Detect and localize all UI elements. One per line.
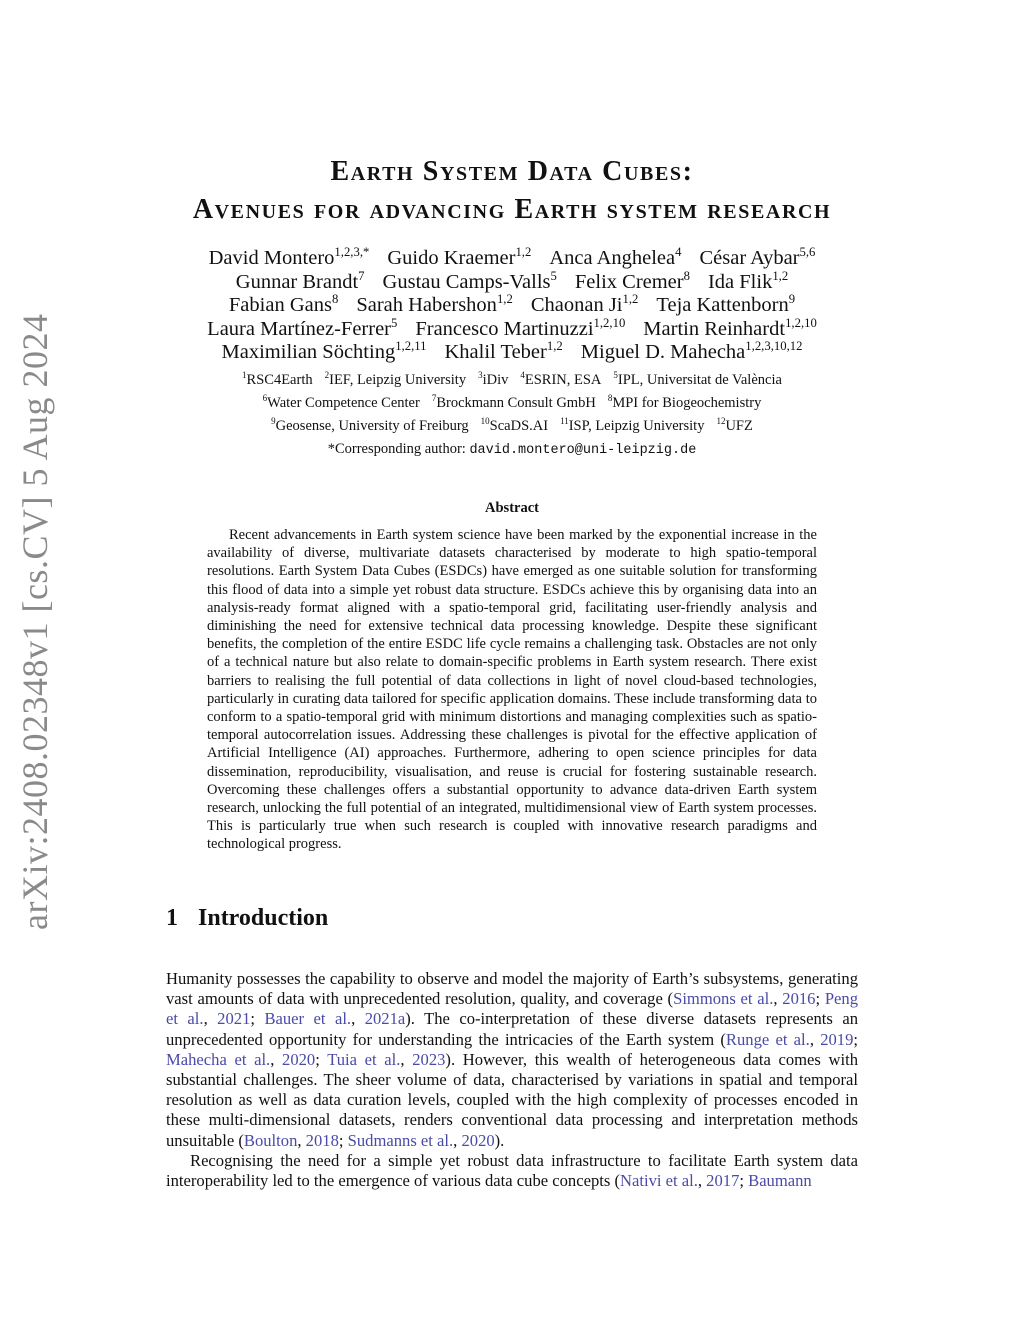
author-line [160,294,864,318]
author-name [549,247,681,269]
author-name [235,268,365,293]
citation-link[interactable]: Nativi et al. [620,1171,698,1191]
arxiv-identifier: arXiv:2408.02348v1 [cs.CV] 5 Aug 2024 [15,313,55,930]
affiliation-text: iDiv [482,372,509,388]
affiliation-marker: 8 [683,268,690,283]
affiliation-number: 1 [242,370,247,381]
affiliation-text: Water Competence Center [267,395,420,411]
author-name-text: Felix Cremer [574,270,684,293]
affiliation-marker: 4 [675,245,682,260]
citation-link[interactable]: 2016 [782,989,816,1009]
section-number: 1 [166,905,178,931]
affiliation-text: Geosense, University of Freiburg [275,418,469,434]
author-line [160,268,864,295]
author-list [160,247,864,365]
affiliation-number: 6 [262,393,268,404]
affiliation [325,372,466,388]
author-name [445,341,563,363]
author-name-text: Anca Anghelea [549,247,676,269]
abstract-heading: Abstract [485,500,539,516]
citation-link[interactable]: Baumann [748,1171,812,1191]
citation-link[interactable]: Tuia et al. [327,1049,401,1069]
text-run: , [351,1009,365,1029]
affiliation-text: IEF, Leipzig University [329,372,467,388]
author-name-text: Fabian Gans [228,294,332,316]
author-line [160,247,864,271]
affiliation-marker: 8 [331,292,339,307]
author-name-text: Chaonan Ji [530,294,623,316]
author-name-text: Khalil Teber [444,341,547,363]
text-run: , [773,989,783,1009]
affiliation-number: 4 [520,370,525,381]
text-run: Recognising the need for a simple yet robust data infrastructure to facilitate Earth system data interoperability led to the emergence of various data cube concepts ( [166,1150,858,1191]
affiliation-number: 10 [480,416,490,427]
affiliation-text: IPL, Universitat de València [617,372,782,388]
corresponding-email[interactable]: david.montero@uni-leipzig.de [469,443,697,458]
text-run: Humanity possesses the capability to observe and model the majority of Earth’s subsystems, generating vast amounts of data with unprecedented resolution, quality, and coverage ( [166,969,858,1009]
affiliation [242,372,313,388]
affiliation-number: 9 [271,416,276,427]
affiliation [560,418,704,434]
affiliation-text: RSC4Earth [246,372,313,388]
affiliation-marker: 1,2 [496,292,513,307]
affiliation-marker: 5,6 [799,245,816,260]
affiliation [608,395,762,411]
affiliation-marker: 1,2 [622,292,639,307]
affiliation-number: 8 [607,393,613,404]
text-run: , [297,1130,306,1150]
author-name-text: César Aybar [699,247,800,269]
author-name [229,294,338,316]
paragraph [166,969,858,1151]
affiliation [271,418,469,434]
author-name [574,268,690,293]
author-name-text: Guido Kraemer [387,247,516,269]
text-run: , [453,1130,462,1150]
affiliation-line [160,415,864,438]
section-heading [166,905,328,932]
paragraph [166,1151,858,1191]
corresponding-label: *Corresponding author: [327,441,470,457]
citation-link[interactable]: Simmons et al. [673,989,774,1009]
author-name-text: Teja Kattenborn [656,294,789,316]
author-line [160,315,864,342]
affiliation-marker: 1,2,11 [395,339,427,354]
affiliation [432,395,596,411]
text-run: ; [815,989,825,1009]
author-name [222,341,427,363]
affiliation [716,418,752,434]
author-line [160,341,864,365]
affiliation [520,372,601,388]
text-run: , [400,1049,413,1069]
author-name-text: Martin Reinhardt [643,317,786,340]
author-name-text: Ida Flik [707,270,773,293]
affiliation [613,372,782,388]
author-name [382,268,557,293]
affiliation-list [160,369,864,462]
text-run: , [203,1009,218,1029]
text-run: , [809,1029,821,1049]
affiliation-marker: 1,2 [515,245,532,260]
affiliation-marker: 1,2 [772,268,789,283]
author-name [643,315,817,340]
affiliation-text: ISP, Leipzig University [568,418,705,434]
affiliation-number: 2 [324,370,330,381]
body-text [166,969,858,1191]
author-name [415,315,626,340]
affiliation-marker: 1,2 [546,339,563,354]
affiliation-marker: 7 [358,268,365,283]
affiliation-number: 7 [431,393,437,404]
author-name [707,268,789,293]
affiliation [481,418,548,434]
author-name [581,341,803,363]
affiliation-text: Brockmann Consult GmbH [436,395,596,411]
affiliation [263,395,420,411]
author-name-text: Gustau Camps-Valls [382,270,551,293]
citation-link[interactable]: 2020 [461,1130,495,1150]
affiliation-marker: 5 [391,315,398,330]
text-run: ). [494,1130,505,1150]
author-name [699,247,815,269]
paper-title-line-2: Avenues for advancing Earth system research [192,194,832,225]
citation-link[interactable]: 2018 [305,1130,339,1150]
citation-link[interactable]: 2017 [706,1171,740,1191]
text-run: , [270,1049,283,1069]
text-run: ; [739,1171,749,1191]
text-run: ; [315,1049,328,1069]
citation-link[interactable]: 2021a [364,1009,406,1029]
affiliation-text: MPI for Biogeochemistry [612,395,762,411]
affiliation [478,372,508,388]
author-name [387,247,531,269]
citation-link[interactable]: Boulton [243,1130,298,1150]
author-name-text: Gunnar Brandt [235,270,359,293]
text-run: ). The co-interpretation of these diverse datasets represents an unprecedented opportunity for understanding the intricacies of the Earth system ( [166,1009,858,1049]
author-name-text: Maximilian Söchting [221,341,396,363]
citation-link[interactable]: 2023 [412,1049,446,1069]
affiliation-text: UFZ [725,418,753,434]
text-run: , [697,1171,707,1191]
text-run: ; [853,1029,858,1049]
citation-link[interactable]: Bauer et al. [264,1009,352,1029]
citation-link[interactable]: Runge et al. [725,1029,810,1049]
affiliation-number: 12 [716,416,726,427]
citation-link[interactable]: Peng et al. [166,989,859,1029]
citation-link[interactable]: Mahecha et al. [166,1049,271,1069]
author-name [356,294,513,316]
citation-link[interactable]: Sudmanns et al. [347,1130,454,1150]
affiliation-marker: 5 [550,268,557,283]
citation-link[interactable]: 2021 [217,1009,251,1029]
affiliation-number: 5 [613,370,618,381]
affiliation-marker: 1,2,3,* [334,245,370,260]
author-name-text: Francesco Martinuzzi [415,317,594,340]
citation-link[interactable]: 2020 [282,1049,316,1069]
abstract-text: Recent advancements in Earth system science have been marked by the exponential increase in the availability of diverse, multivariate datasets characterised by moderate to high spatio-temporal resolutions. Earth System Data Cubes (ESDCs) have emerged as one suitable solution for transforming this flood of data into a simple yet robust data structure. ESDCs achieve this by organising data into an analysis-ready format aligned with a spatio-temporal grid, facilitating user-friendly analysis and diminishing the need for extensive technical data processing knowledge. Despite these significant benefits, the completion of the entire ESDC life cycle remains a challenging task. Obstacles are not only of a technical nature but also relate to domain-specific problems in Earth system research. There exist barriers to realising the full potential of data collections in light of novel cloud-based technologies, particularly in curating data tailored for specific application domains. These include transforming data to conform to a spatio-temporal grid with minimum distortions and managing complexities such as spatio-temporal autocorrelation issues. Addressing these challenges is pivotal for the effective application of Artificial Intelligence (AI) approaches. Furthermore, adhering to open science principles for data dissemination, reproducibility, visualisation, and reuse is crucial for fostering sustainable research. Overcoming these challenges offers a substantial opportunity to advance data-driven Earth system research, unlocking the full potential of an integrated, multidimensional view of Earth system processes. This is particularly true when such research is coupled with innovative research paradigms and technological progress. [207,527,817,853]
text-run: ; [250,1009,265,1029]
affiliation-line [160,369,864,392]
affiliation-marker: 1,2,10 [785,315,817,330]
citation-link[interactable]: 2019 [820,1029,854,1049]
text-run: ; [338,1130,348,1150]
affiliation-text: ESRIN, ESA [524,372,602,388]
author-name [209,247,370,269]
author-name [656,294,795,316]
author-name [207,315,398,340]
affiliation-marker: 9 [788,292,796,307]
affiliation-number: 11 [560,416,569,427]
author-name-text: Laura Martínez-Ferrer [207,317,391,340]
affiliation-line [160,392,864,415]
affiliation-number: 3 [478,370,483,381]
paper-title-line-1: Earth System Data Cubes: [330,156,694,187]
author-name-text: Sarah Habershon [356,294,497,316]
author-name-text: Miguel D. Mahecha [580,341,746,363]
affiliation-marker: 1,2,3,10,12 [745,339,803,354]
section-title: Introduction [198,905,329,931]
affiliation-text: ScaDS.AI [489,418,549,434]
author-name [531,294,639,316]
author-name-text: David Montero [208,247,335,269]
text-run: ). However, this wealth of heterogeneous data comes with substantial challenges. The sheer volume of data, characterised by variations in spatial and temporal resolution as well as data curation levels, coupled with the high complexity of processes encoded in these multi-dimensional datasets, renders conventional data processing and interpretation methods unsuitable ( [166,1049,859,1150]
affiliation-marker: 1,2,10 [593,315,626,330]
corresponding-author [160,438,864,462]
